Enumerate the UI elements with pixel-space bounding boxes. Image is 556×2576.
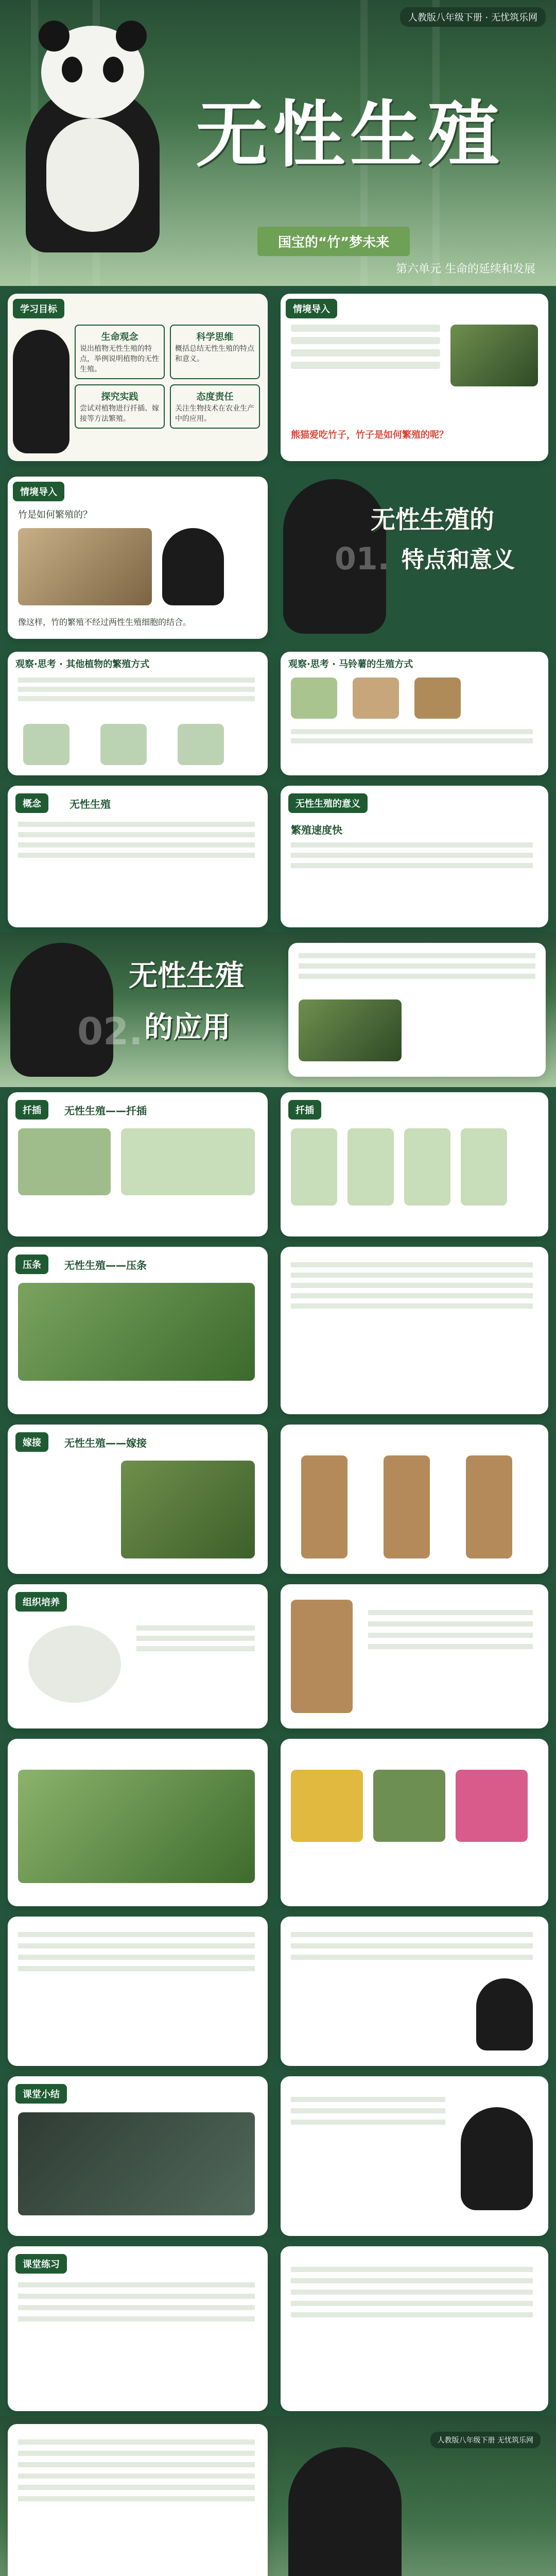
layering-row (0, 1242, 556, 1419)
cuttage-title: 无性生殖——扦插 (64, 1105, 147, 1117)
laptop-illustration (18, 2112, 255, 2215)
cuttage-photo (18, 1128, 111, 1195)
panda-icon (461, 2107, 533, 2210)
panel-title: 其他植物的繁殖方式 (66, 659, 150, 670)
fruit-photo (18, 1770, 255, 1883)
applications-row (0, 1734, 556, 1911)
exercise-card (8, 2246, 268, 2411)
layering-title: 无性生殖——压条 (64, 1259, 147, 1272)
graft-diagram (291, 1600, 353, 1713)
step-photo (291, 1128, 337, 1206)
cuttage-steps-tag: 扦插 (288, 1100, 321, 1120)
goal-item: 科学思维 概括总结无性生殖的特点和意义。 (170, 325, 260, 379)
cuttage-card (8, 1092, 268, 1236)
meaning-tag: 无性生殖的意义 (288, 793, 368, 813)
grafting-diagram-card (281, 1425, 548, 1574)
section1-slide (0, 469, 556, 647)
tissue-photo (28, 1625, 121, 1703)
fruit-card (8, 1739, 268, 1906)
grafting-row (0, 1419, 556, 1579)
intro-summary: 像这样，竹的繁殖不经过两性生殖细胞的结合。 (18, 617, 192, 627)
step-photo (461, 1128, 507, 1206)
concept-title: 无性生殖 (70, 798, 111, 810)
practice-row (0, 1911, 556, 2071)
layering-text-card (281, 1247, 548, 1414)
intro-question: 竹是如何繁殖的？ (18, 510, 92, 520)
panda-illustration (288, 2447, 402, 2576)
graft-diagram (466, 1455, 512, 1558)
tissue-tag: 组织培养 (15, 1592, 67, 1612)
panel-title: 马铃薯的生殖方式 (339, 659, 413, 670)
tissue-row (0, 1579, 556, 1734)
practice-card (8, 1917, 268, 2066)
goal-item: 探究实践 尝试对植物进行扦插、嫁接等方法繁殖。 (75, 384, 165, 429)
cuttage-photo (121, 1128, 255, 1195)
section1-title-b: 特点和意义 (402, 547, 515, 573)
outro-text-card (8, 2424, 268, 2576)
potato-photo (291, 677, 337, 719)
summary-card (8, 2076, 268, 2236)
summary-row (0, 2071, 556, 2241)
layering-photo (18, 1283, 255, 1381)
panel-tag: 观察·思考 (288, 659, 329, 670)
bamboo-root-photo (18, 528, 152, 605)
scene-text (291, 325, 440, 417)
grafting-tag: 嫁接 (15, 1432, 48, 1452)
scene-question: 熊猫爱吃竹子，竹子是如何繁殖的呢？ (291, 430, 448, 440)
panel-tag: 观察·思考 (15, 659, 56, 670)
potato-photo (414, 677, 461, 719)
cover-subtitle: 国宝的“竹”梦未来 (257, 227, 410, 256)
flower-photo (456, 1770, 528, 1842)
flower-photo (291, 1770, 363, 1842)
plant-photo (100, 724, 147, 765)
panel-card: 观察·思考 · 其他植物的繁殖方式 (8, 652, 268, 775)
potato-photo (353, 677, 399, 719)
tissue-steps-card (281, 1584, 548, 1728)
section2-num: 02. (77, 1010, 143, 1053)
intro-card (8, 477, 268, 639)
goals-slide (0, 286, 556, 469)
meaning-card (281, 786, 548, 927)
concept-tag: 概念 (15, 793, 48, 813)
cover-slide (0, 0, 556, 286)
panel-card: 观察·思考 · 马铃薯的生殖方式 (281, 652, 548, 775)
section1-title-a: 无性生殖的 (371, 505, 495, 534)
outro-title (371, 2571, 502, 2576)
panda-icon (13, 330, 70, 453)
graft-diagram (301, 1455, 348, 1558)
intro-tag: 情境导入 (13, 482, 64, 501)
exercise-tag: 课堂练习 (15, 2254, 67, 2274)
outro-slide (0, 2416, 556, 2576)
grafting-photo (121, 1461, 255, 1558)
reading-card (281, 2076, 548, 2236)
flower-card (281, 1739, 548, 1906)
section1-num: 01. (335, 541, 390, 577)
panda-illustration (10, 15, 175, 263)
summary-tag: 课堂小结 (15, 2084, 67, 2104)
cover-title: 无性生殖 (196, 93, 505, 177)
grafting-title: 无性生殖——嫁接 (64, 1437, 147, 1449)
section2-slide (0, 933, 556, 1087)
section2-title-b: 的应用 (144, 1010, 231, 1044)
publisher-label: 人教版八年级下册 (408, 12, 482, 23)
bamboo-photo (450, 325, 538, 386)
layering-card (8, 1247, 268, 1414)
step-photo (348, 1128, 394, 1206)
question-card (281, 1917, 548, 2066)
unit-label: 第六单元 生命的延续和发展 (396, 263, 535, 276)
panda-icon (476, 1978, 533, 2050)
exercise-row (0, 2241, 556, 2416)
section2-title-a: 无性生殖 (129, 959, 244, 993)
panda-icon (162, 528, 224, 605)
plant-photo (23, 724, 70, 765)
application-card (288, 943, 546, 1077)
tissue-card (8, 1584, 268, 1728)
outro-badge: 人教版八年级下册 无忧筑乐网 (430, 2432, 541, 2448)
grafting-card (8, 1425, 268, 1574)
panels-row-2 (0, 781, 556, 933)
publisher-badge: 人教版八年级下册 · 无忧筑乐网 (400, 7, 546, 27)
brand-label: 无忧筑乐网 (491, 12, 537, 23)
concept-card (8, 786, 268, 927)
tree-photo (373, 1770, 445, 1842)
bamboo-photo (299, 999, 402, 1061)
graft-diagram (384, 1455, 430, 1558)
goal-item: 生命观念 说出植物无性生殖的特点，举例说明植物的无性生殖。 (75, 325, 165, 379)
goals-title: 学习目标 (13, 299, 64, 318)
goals-card (8, 294, 268, 461)
cuttage-tag: 扦插 (15, 1100, 48, 1120)
goal-item: 态度责任 关注生物技术在农业生产中的应用。 (170, 384, 260, 429)
cuttage-row (0, 1087, 556, 1242)
exercise-card-2 (281, 2246, 548, 2411)
meaning-title: 繁殖速度快 (291, 824, 342, 836)
step-photo (404, 1128, 450, 1206)
scene-title: 情境导入 (286, 299, 337, 318)
scene-card (281, 294, 548, 461)
layering-tag: 压条 (15, 1255, 48, 1274)
plant-photo (178, 724, 224, 765)
panels-row-1 (0, 647, 556, 781)
cuttage-steps-card (281, 1092, 548, 1236)
